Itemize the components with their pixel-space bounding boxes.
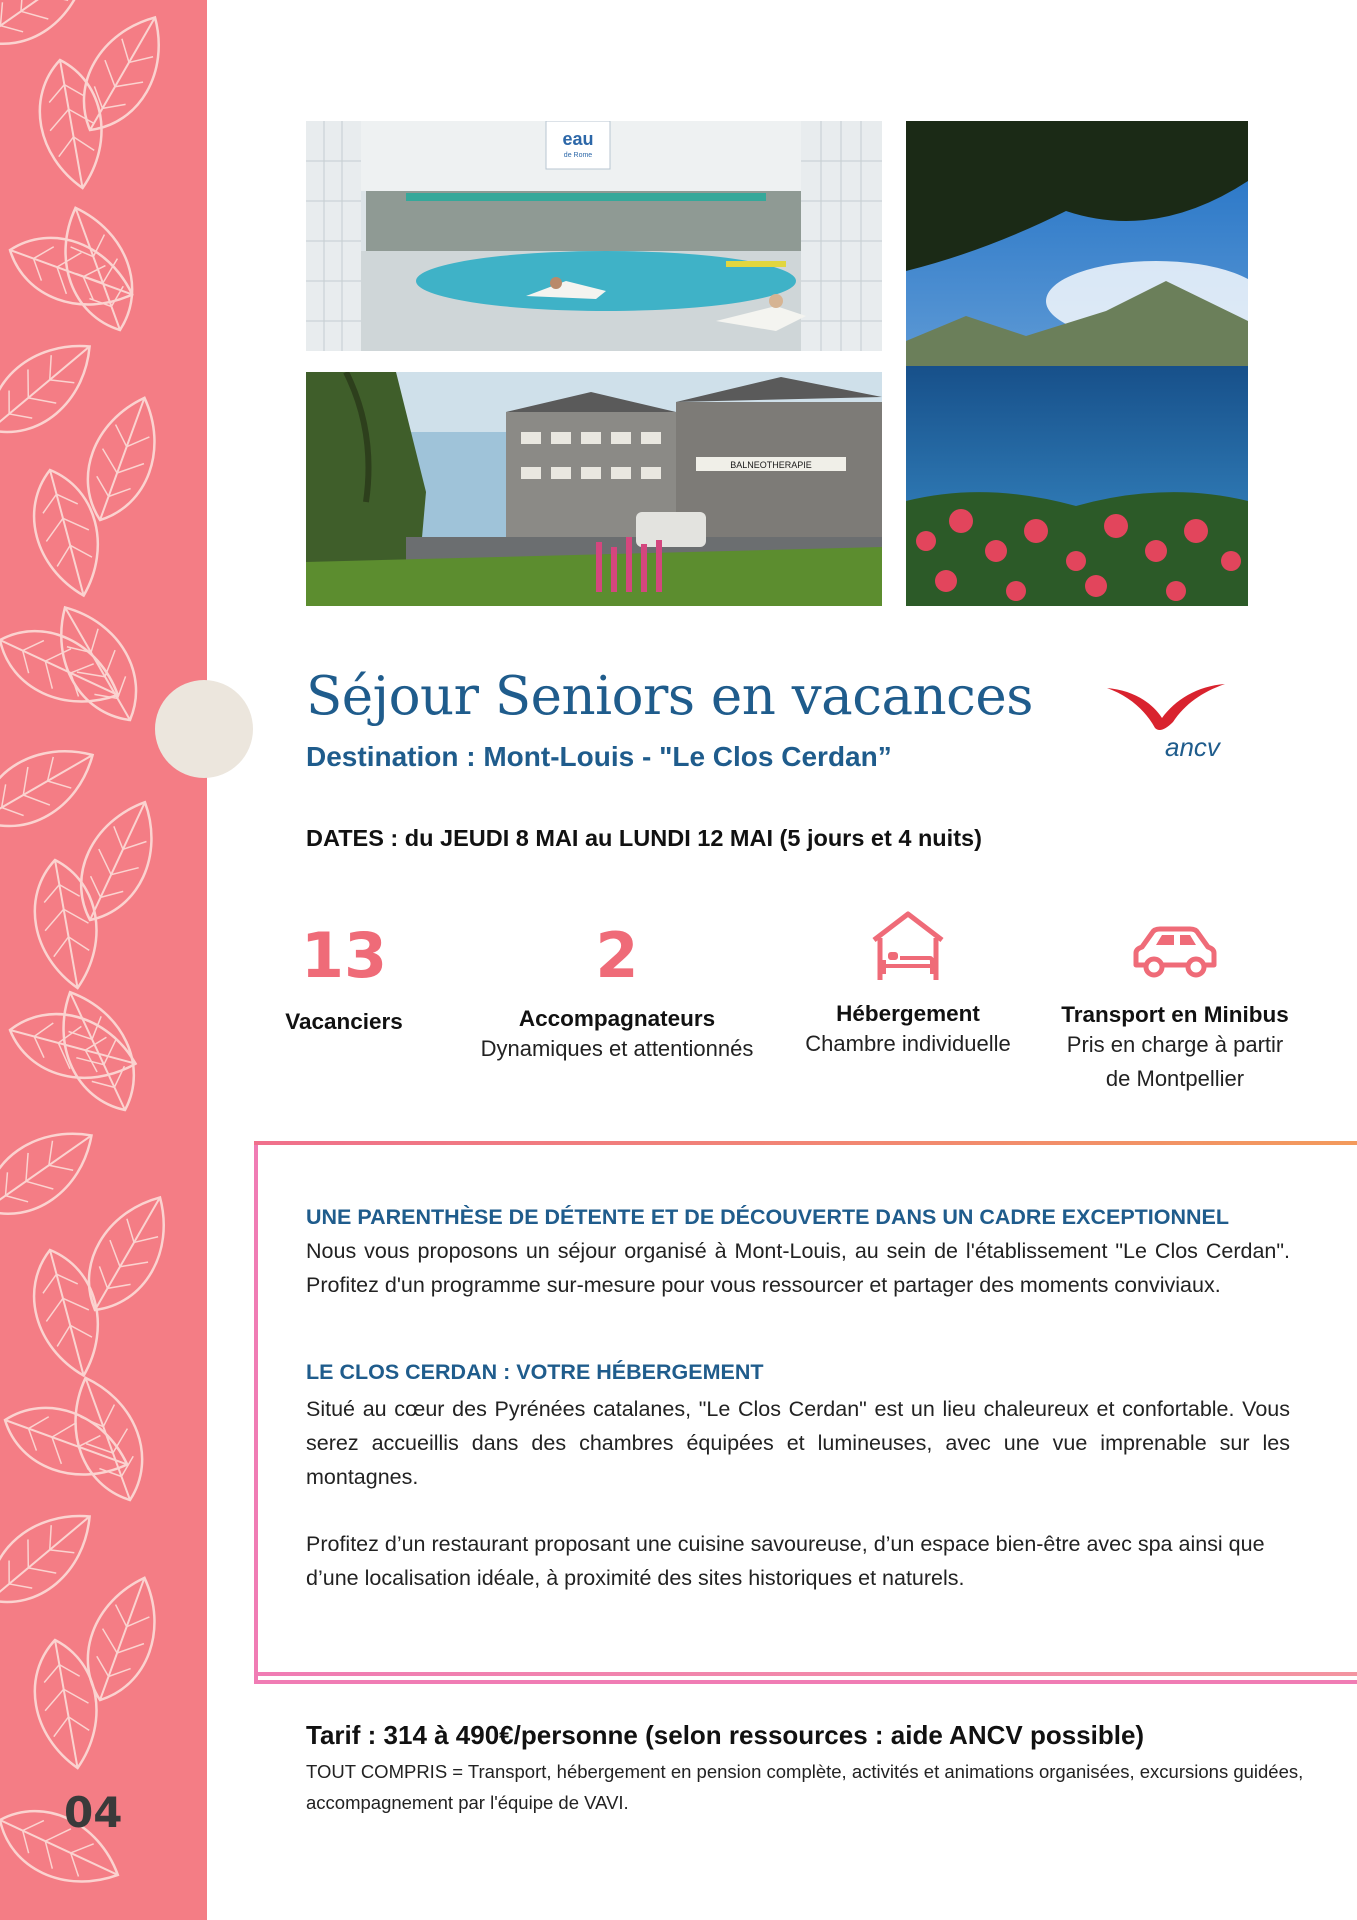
box-border-top — [254, 1141, 1357, 1145]
section-text: Profitez d’un restaurant proposant une cuisine savoureuse, d’un espace bien-être avec spa ainsi que d’une localisation idéale, à proximité des sites historiques et naturels. — [306, 1532, 1265, 1590]
section-text: Situé au cœur des Pyrénées catalanes, "Le Clos Cerdan" est un lieu chaleureux et confortable. Vous serez accueillis dans des chambres équipées et lumineuses, avec une vue imprenable sur les montagnes. — [306, 1397, 1290, 1489]
stat-value: 13 — [300, 919, 388, 992]
ancv-logo — [1107, 680, 1237, 760]
page-title: Séjour Seniors en vacances — [306, 666, 1033, 727]
dates-line: DATES : du JEUDI 8 MAI au LUNDI 12 MAI (5 jours et 4 nuits) — [306, 825, 982, 851]
section-text: Nous vous proposons un séjour organisé à Mont-Louis, au sein de l'établissement "Le Clos Cerdan". Profitez d'un programme sur-mesure pour vous ressourcer et partager des moments conviviaux. — [306, 1239, 1290, 1297]
stat-sub: Pris en charge à partir — [1066, 1032, 1284, 1057]
photo-sign-text: eau — [562, 129, 594, 149]
box-border-bottom — [254, 1672, 1357, 1676]
stat-hebergement — [782, 910, 1034, 1061]
tarif-line: Tarif : 314 à 490€/personne (selon ressources : aide ANCV possible) — [306, 1720, 1145, 1750]
section-heading: LE CLOS CERDAN : VOTRE HÉBERGEMENT — [306, 1360, 764, 1384]
stat-label: Vacanciers — [285, 1009, 403, 1034]
decorative-circle — [155, 680, 253, 778]
leaf-pattern-icon — [0, 0, 207, 1920]
destination-subtitle: Destination : Mont-Louis - "Le Clos Cerdan” — [306, 741, 892, 772]
photo-building — [306, 372, 882, 606]
stat-transport — [1040, 925, 1310, 1096]
photo-building-sign: BALNEOTHERAPIE — [730, 460, 812, 470]
stat-accompagnateurs — [452, 919, 782, 1066]
photo-lake — [906, 121, 1248, 606]
stat-label: Hébergement — [836, 1001, 980, 1026]
svg-text:de Rome: de Rome — [563, 152, 593, 159]
stat-sub: Chambre individuelle — [805, 1031, 1011, 1056]
stat-value: 2 — [595, 919, 639, 992]
photo-pool — [306, 121, 882, 351]
tout-compris-text: TOUT COMPRIS = Transport, hébergement en pension complète, activités et animations organisées, excursions guidées, accompagnement par l'équipe de VAVI. — [306, 1761, 1304, 1813]
car-icon — [1130, 925, 1220, 981]
stat-vacanciers — [264, 919, 424, 1035]
ancv-bird-icon — [1107, 680, 1237, 760]
ancv-logo-text: ancv — [1165, 732, 1220, 760]
decorative-sidebar — [0, 0, 207, 1920]
bed-house-icon — [870, 910, 946, 982]
stat-sub: Dynamiques et attentionnés — [480, 1036, 754, 1061]
page-number: 04 — [64, 1788, 123, 1837]
stat-label: Transport en Minibus — [1061, 1002, 1289, 1027]
section-heading: UNE PARENTHÈSE DE DÉTENTE ET DE DÉCOUVERTE DANS UN CADRE EXCEPTIONNEL — [306, 1205, 1230, 1229]
stat-sub: de Montpellier — [1105, 1066, 1245, 1091]
stat-label: Accompagnateurs — [518, 1006, 716, 1031]
